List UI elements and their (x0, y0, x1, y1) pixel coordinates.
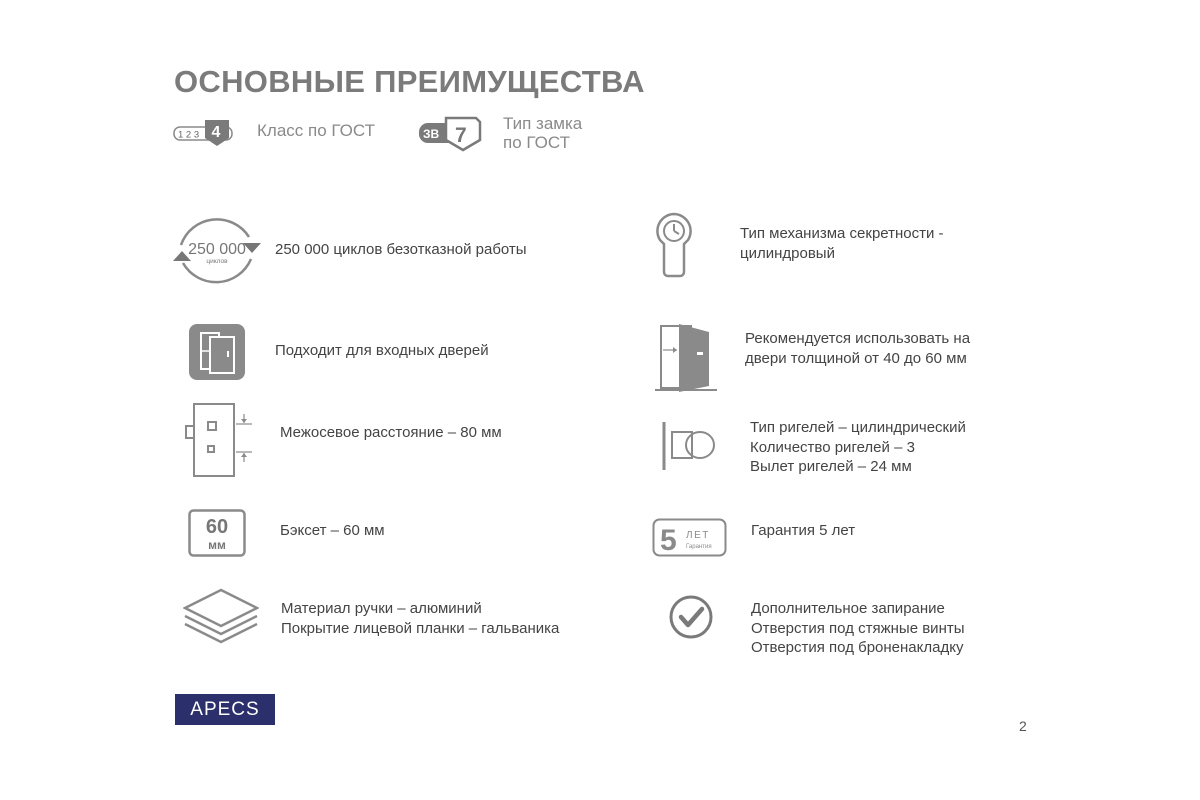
door-thickness-icon (655, 322, 717, 394)
svg-text:циклов: циклов (206, 258, 228, 265)
feature-warranty: Гарантия 5 лет (751, 522, 856, 539)
feature-material: Материал ручки – алюминий Покрытие лицевой планки – гальваника (281, 600, 560, 637)
cycles-icon (171, 209, 263, 295)
page-title: ОСНОВНЫЕ ПРЕИМУЩЕСТВА (174, 64, 645, 99)
feature-center-distance: Межосевое расстояние – 80 мм (280, 424, 502, 441)
page-number: 2 (1019, 718, 1027, 734)
svg-text:Гарантия: Гарантия (686, 544, 712, 550)
gost-class-label: Класс по ГОСТ (257, 121, 375, 140)
warranty-icon (652, 518, 728, 558)
lock-type-label-line: Тип замка (503, 114, 583, 133)
center-distance-icon (182, 402, 254, 478)
svg-text:60: 60 (205, 516, 229, 538)
feature-extra-locking: Дополнительное запирание Отверстия под стяжные винты Отверстия под броненакладку (751, 600, 965, 656)
lock-type-label (503, 114, 582, 152)
lock-type-badge (418, 116, 484, 152)
gost-class-badge (173, 118, 237, 148)
svg-text:1 2 3: 1 2 3 (178, 129, 200, 141)
feature-entrance-door: Подходит для входных дверей (275, 342, 489, 359)
svg-text:250 000: 250 000 (188, 241, 246, 258)
svg-text:ЗВ: ЗВ (423, 127, 440, 141)
cylinder-mechanism-icon (654, 212, 694, 280)
apecs-logo: APECS (175, 694, 275, 725)
backset-icon (188, 509, 246, 557)
feature-bolts: Тип ригелей – цилиндрический Количество ригелей – 3 Вылет ригелей – 24 мм (750, 419, 966, 475)
gost-class-icon (173, 118, 237, 148)
lock-type-label-line: по ГОСТ (503, 133, 570, 152)
svg-text:ЛЕТ: ЛЕТ (686, 530, 710, 541)
feature-cylinder: Тип механизма секретности - цилиндровый (740, 225, 944, 262)
lock-type-icon (418, 116, 484, 152)
entrance-door-icon (188, 323, 246, 381)
svg-text:мм: мм (208, 538, 226, 552)
material-layers-icon (183, 588, 259, 644)
svg-text:4: 4 (211, 124, 221, 141)
feature-cycles: 250 000 циклов безотказной работы (275, 241, 527, 258)
svg-text:5: 5 (660, 524, 677, 557)
svg-text:7: 7 (455, 124, 467, 147)
feature-backset: Бэксет – 60 мм (280, 522, 385, 539)
checkmark-icon (668, 594, 714, 640)
feature-door-thickness: Рекомендуется использовать на двери толщиной от 40 до 60 мм (745, 330, 971, 367)
bolt-type-icon (660, 420, 718, 472)
